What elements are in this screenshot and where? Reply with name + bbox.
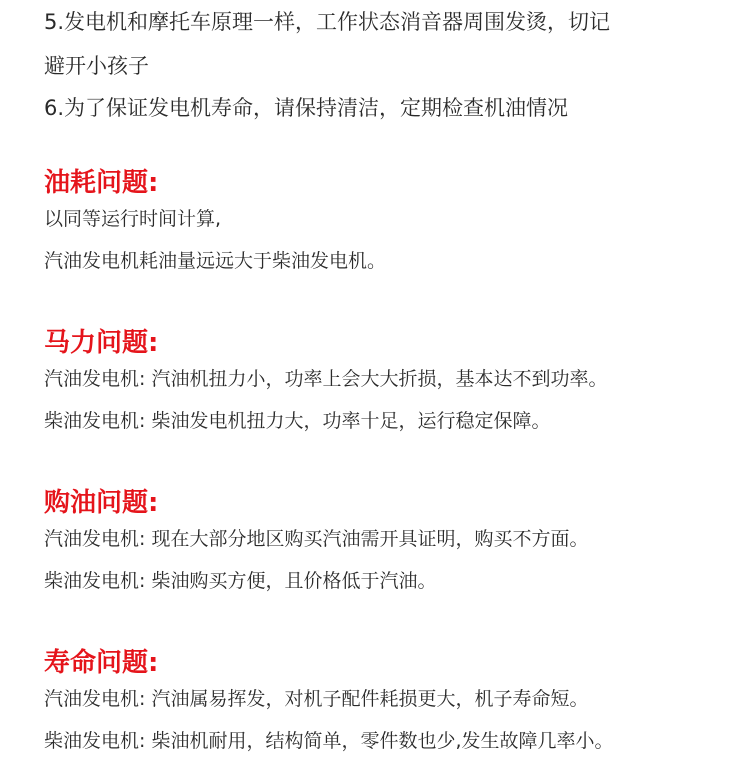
section-lifespan — [44, 646, 744, 752]
section-title-fuel-consumption: 油耗问题: — [44, 168, 159, 198]
section-fuel-purchase — [44, 486, 744, 592]
section-title-fuel-purchase: 购油问题: — [44, 488, 159, 518]
section-fuel-consumption — [44, 166, 744, 272]
section-line: 柴油发电机: 柴油机耐用，结构简单，零件数也少,发生故障几率小。 — [44, 730, 614, 752]
section-horsepower — [44, 326, 744, 432]
section-line: 汽油发电机: 汽油机扭力小，功率上会大大折损，基本达不到功率。 — [44, 368, 608, 390]
section-title-horsepower: 马力问题: — [44, 328, 159, 358]
section-line: 汽油发电机: 汽油属易挥发，对机子配件耗损更大，机子寿命短。 — [44, 688, 589, 710]
section-line: 汽油发电机耗油量远远大于柴油发电机。 — [44, 250, 387, 272]
intro-line-2: 避开小孩子 — [44, 54, 149, 78]
section-line: 柴油发电机: 柴油发电机扭力大，功率十足，运行稳定保障。 — [44, 410, 551, 432]
section-line: 以同等运行时间计算, — [44, 208, 222, 230]
section-title-lifespan: 寿命问题: — [44, 648, 159, 678]
intro-line-1: 5.发电机和摩托车原理一样，工作状态消音器周围发烫，切记 — [44, 10, 611, 34]
section-line: 汽油发电机: 现在大部分地区购买汽油需开具证明，购买不方面。 — [44, 528, 589, 550]
intro-line-3: 6.为了保证发电机寿命，请保持清洁，定期检查机油情况 — [44, 96, 569, 120]
section-line: 柴油发电机: 柴油购买方便，且价格低于汽油。 — [44, 570, 437, 592]
